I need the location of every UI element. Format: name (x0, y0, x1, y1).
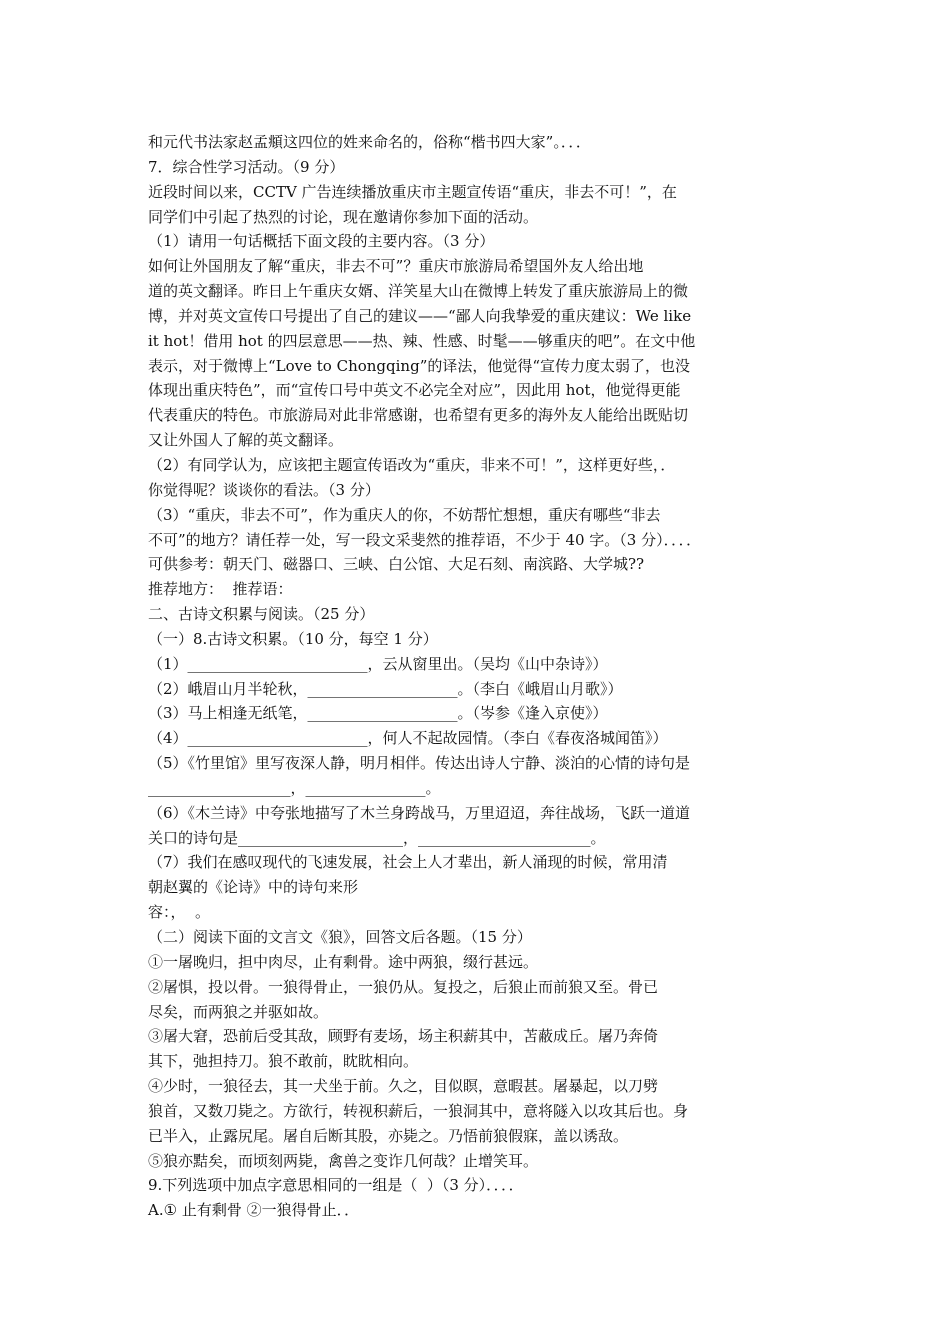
section-heading: 二、古诗文积累与阅读。（25 分） (148, 605, 375, 624)
passage-paragraph: 尽矣，而两狼之并驱如故。 (148, 1002, 329, 1021)
question-heading: （一）8.古诗文积累。（10 分，每空 1 分） (148, 629, 438, 648)
fill-blank-item: （3）马上相逢无纸笔，____________________。（岑参《逢入京使》） (148, 704, 608, 723)
text-line: 你觉得呢？谈谈你的看法。（3 分） (148, 480, 380, 499)
text-line: 代表重庆的特色。市旅游局对此非常感谢，也希望有更多的海外友人能给出既贴切 (148, 406, 689, 425)
answer-option: A.① 止有剩骨 ②一狼得骨止．． (148, 1201, 360, 1220)
passage-paragraph: ④少时，一狼径去，其一犬坐于前。久之，目似瞑，意暇甚。屠暴起，以刀劈 (148, 1077, 659, 1096)
passage-paragraph: ③屠大窘，恐前后受其敌，顾野有麦场，场主积薪其中，苫蔽成丘。屠乃奔倚 (148, 1027, 659, 1046)
fill-blank-line: 关口的诗句是______________________，_______________________。 (148, 828, 606, 847)
text-line: 推荐地方： 推荐语： (148, 580, 293, 599)
text-line: 又让外国人了解的英文翻译。 (148, 431, 344, 450)
text-line: 表示，对于微博上“Love to Chongqing”的译法，他觉得“宣传力度太弱了，也没 (148, 356, 691, 375)
text-line: 近段时间以来，CCTV 广告连续播放重庆市主题宣传语“重庆，非去不可！”，在 (148, 182, 677, 201)
passage-paragraph: ②屠惧，投以骨。一狼得骨止，一狼仍从。复投之，后狼止而前狼又至。骨已 (148, 977, 659, 996)
text-line: 朝赵翼的《论诗》中的诗句来形 (148, 878, 359, 897)
passage-paragraph: 狼首，又数刀毙之。方欲行，转视积薪后，一狼洞其中，意将隧入以攻其后也。身 (148, 1101, 689, 1120)
text-line: 如何让外国朋友了解“重庆，非去不可”？重庆市旅游局希望国外友人给出地 (148, 257, 644, 276)
text-line: 体现出重庆特色”，而“宣传口号中英文不必完全对应”，因此用 hot，他觉得更能 (148, 381, 681, 400)
document-body (148, 130, 828, 1223)
sub-question: （2）有同学认为，应该把主题宣传语改为“重庆，非来不可！”，这样更好些，． (148, 455, 676, 474)
text-line: it hot！借用 hot 的四层意思——热、辣、性感、时髦——够重庆的吧”。在文中他 (148, 331, 696, 350)
passage-paragraph: ⑤狼亦黠矣，而顷刻两毙，禽兽之变诈几何哉？止增笑耳。 (148, 1151, 539, 1170)
fill-blank-item: （1）________________________，云从窗里出。（吴均《山中杂诗》） (148, 654, 608, 673)
text-line: 同学们中引起了热烈的讨论，现在邀请你参加下面的活动。 (148, 207, 539, 226)
fill-blank-item: （2）峨眉山月半轮秋，____________________。（李白《峨眉山月歌》） (148, 679, 623, 698)
text-line: 可供参考：朝天门、磁器口、三峡、白公馆、大足石刻、南滨路、大学城?? (148, 555, 645, 574)
text-line: 和元代书法家赵孟頫这四位的姓来命名的，俗称“楷书四大家”。．．． (148, 133, 591, 151)
passage-paragraph: ①一屠晚归，担中肉尽，止有剩骨。途中两狼，缀行甚远。 (148, 952, 539, 971)
question-heading: 7．综合性学习活动。（9 分） (148, 157, 345, 176)
fill-blank-item: （6）《木兰诗》中夸张地描写了木兰身跨战马，万里迢迢，奔往战场，飞跃一道道 (148, 803, 691, 822)
text-line: 容：， 。 (148, 903, 211, 922)
sub-question: （1）请用一句话概括下面文段的主要内容。（3 分） (148, 232, 495, 251)
fill-blank-item: （5）《竹里馆》里写夜深人静，明月相伴。传达出诗人宁静、淡泊的心情的诗句是 (148, 754, 691, 773)
fill-blank-item: （7）我们在感叹现代的飞速发展，社会上人才辈出，新人涌现的时候，常用清 (148, 853, 668, 872)
text-line: 道的英文翻译。昨日上午重庆女婿、洋笑星大山在微博上转发了重庆旅游局上的微 (148, 282, 689, 301)
question-heading: （二）阅读下面的文言文《狼》，回答文后各题。（15 分） (148, 928, 532, 946)
text-line: 博，并对英文宣传口号提出了自己的建议——“鄙人向我挚爱的重庆建议：We like (148, 306, 692, 325)
sub-question: （3）“重庆，非去不可”，作为重庆人的你，不妨帮忙想想，重庆有哪些“非去 (148, 505, 661, 524)
fill-blank-line: ___________________，________________。 (148, 778, 441, 797)
text-line: 不可”的地方？请任荐一处，写一段文采斐然的推荐语，不少于 40 字。（3 分）．．．． (148, 530, 702, 549)
passage-paragraph: 已半入，止露尻尾。屠自后断其股，亦毙之。乃悟前狼假寐，盖以诱敌。 (148, 1126, 629, 1145)
question-heading: 9.下列选项中加点字意思相同的一组是（ ）（3 分）．．．． (148, 1176, 524, 1195)
passage-paragraph: 其下，弛担持刀。狼不敢前，眈眈相向。 (148, 1052, 419, 1071)
fill-blank-item: （4）________________________，何人不起故园情。（李白《春夜洛城闻笛》） (148, 729, 668, 748)
